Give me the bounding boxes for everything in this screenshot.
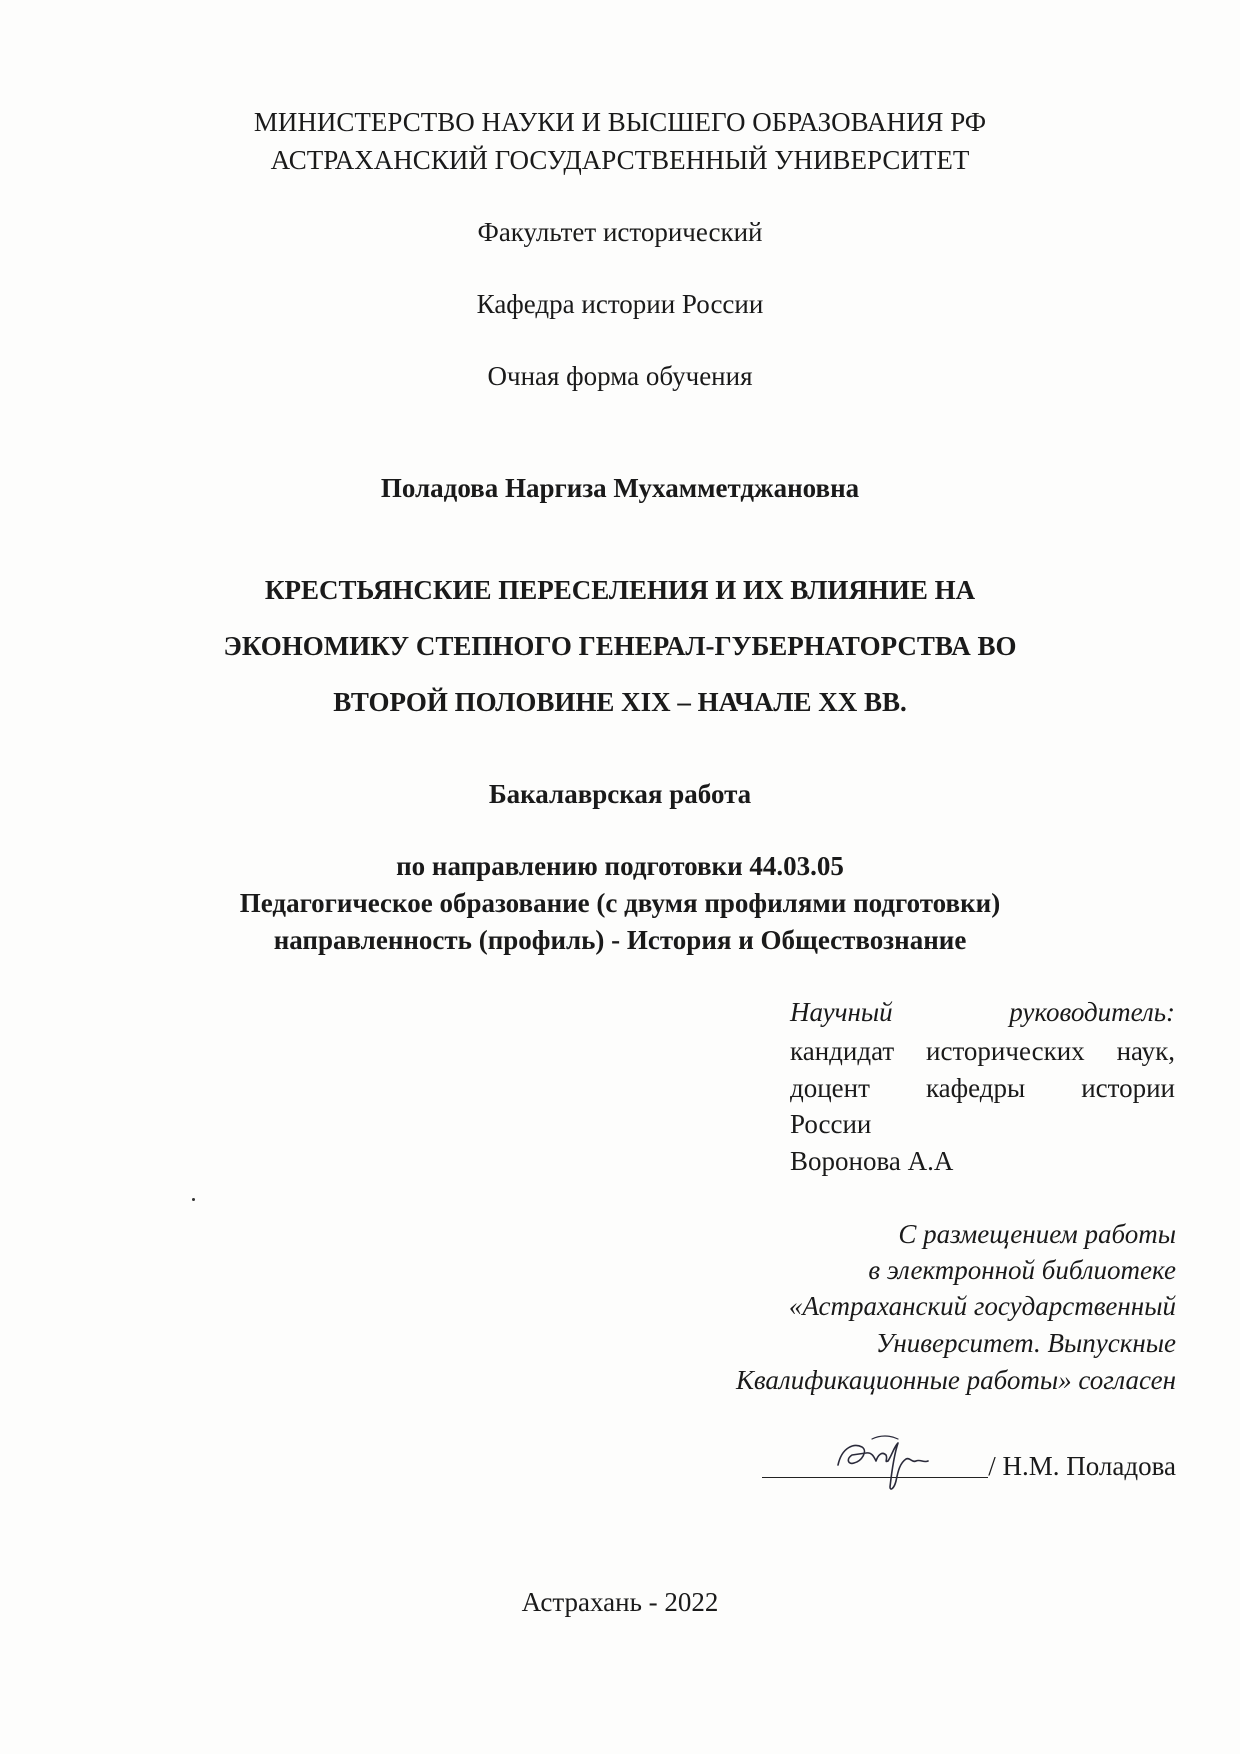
supervisor-label-word: руководитель:: [1009, 997, 1175, 1027]
consent-line: в электронной библиотеке: [868, 1255, 1176, 1285]
supervisor-degree: [790, 1033, 1175, 1069]
title-line: ВТОРОЙ ПОЛОВИНЕ XIX – НАЧАЛЕ XX ВВ.: [333, 687, 907, 717]
supervisor-label: [790, 994, 1175, 1030]
signature-line: [762, 1447, 988, 1478]
position-word: истории: [1081, 1073, 1175, 1103]
signature-row: [762, 1424, 1176, 1484]
direction-code: по направлению подготовки 44.03.05: [396, 851, 844, 881]
consent-line: Университет. Выпускные: [875, 1328, 1176, 1358]
scan-speck: [192, 1198, 195, 1201]
direction-profile: направленность (профиль) - История и Обществознание: [273, 925, 967, 955]
position-word: кафедры: [925, 1073, 1026, 1103]
supervisor-label-word: Научный: [790, 997, 893, 1027]
degree-word: исторических: [926, 1036, 1085, 1066]
signatory-name: / Н.М. Поладова: [988, 1451, 1176, 1481]
supervisor-name: Воронова А.А: [790, 1146, 954, 1176]
supervisor-position-cont: России: [790, 1109, 872, 1139]
supervisor-position: [790, 1070, 1175, 1106]
university-heading: АСТРАХАНСКИЙ ГОСУДАРСТВЕННЫЙ УНИВЕРСИТЕТ: [270, 145, 970, 175]
ministry-heading: МИНИСТЕРСТВО НАУКИ И ВЫСШЕГО ОБРАЗОВАНИЯ РФ: [253, 107, 987, 137]
department-label: Кафедра истории России: [476, 289, 764, 319]
position-word: доцент: [790, 1073, 870, 1103]
consent-line: «Астраханский государственный: [788, 1291, 1176, 1321]
handwritten-signature: [832, 1425, 942, 1495]
direction-name: Педагогическое образование (с двумя профилями подготовки): [239, 888, 1001, 918]
city-year: Астрахань - 2022: [521, 1587, 719, 1617]
study-form-label: Очная форма обучения: [487, 361, 753, 391]
work-type: Бакалаврская работа: [488, 779, 752, 809]
title-line: КРЕСТЬЯНСКИЕ ПЕРЕСЕЛЕНИЯ И ИХ ВЛИЯНИЕ НА: [264, 575, 976, 605]
title-line: ЭКОНОМИКУ СТЕПНОГО ГЕНЕРАЛ-ГУБЕРНАТОРСТВА ВО: [223, 631, 1017, 661]
consent-line: С размещением работы: [898, 1219, 1176, 1249]
author-name: Поладова Наргиза Мухамметджановна: [380, 473, 860, 503]
degree-word: наук,: [1116, 1036, 1175, 1066]
faculty-label: Факультет исторический: [477, 217, 763, 247]
degree-word: кандидат: [790, 1036, 895, 1066]
consent-line: Квалификационные работы» согласен: [735, 1365, 1176, 1395]
